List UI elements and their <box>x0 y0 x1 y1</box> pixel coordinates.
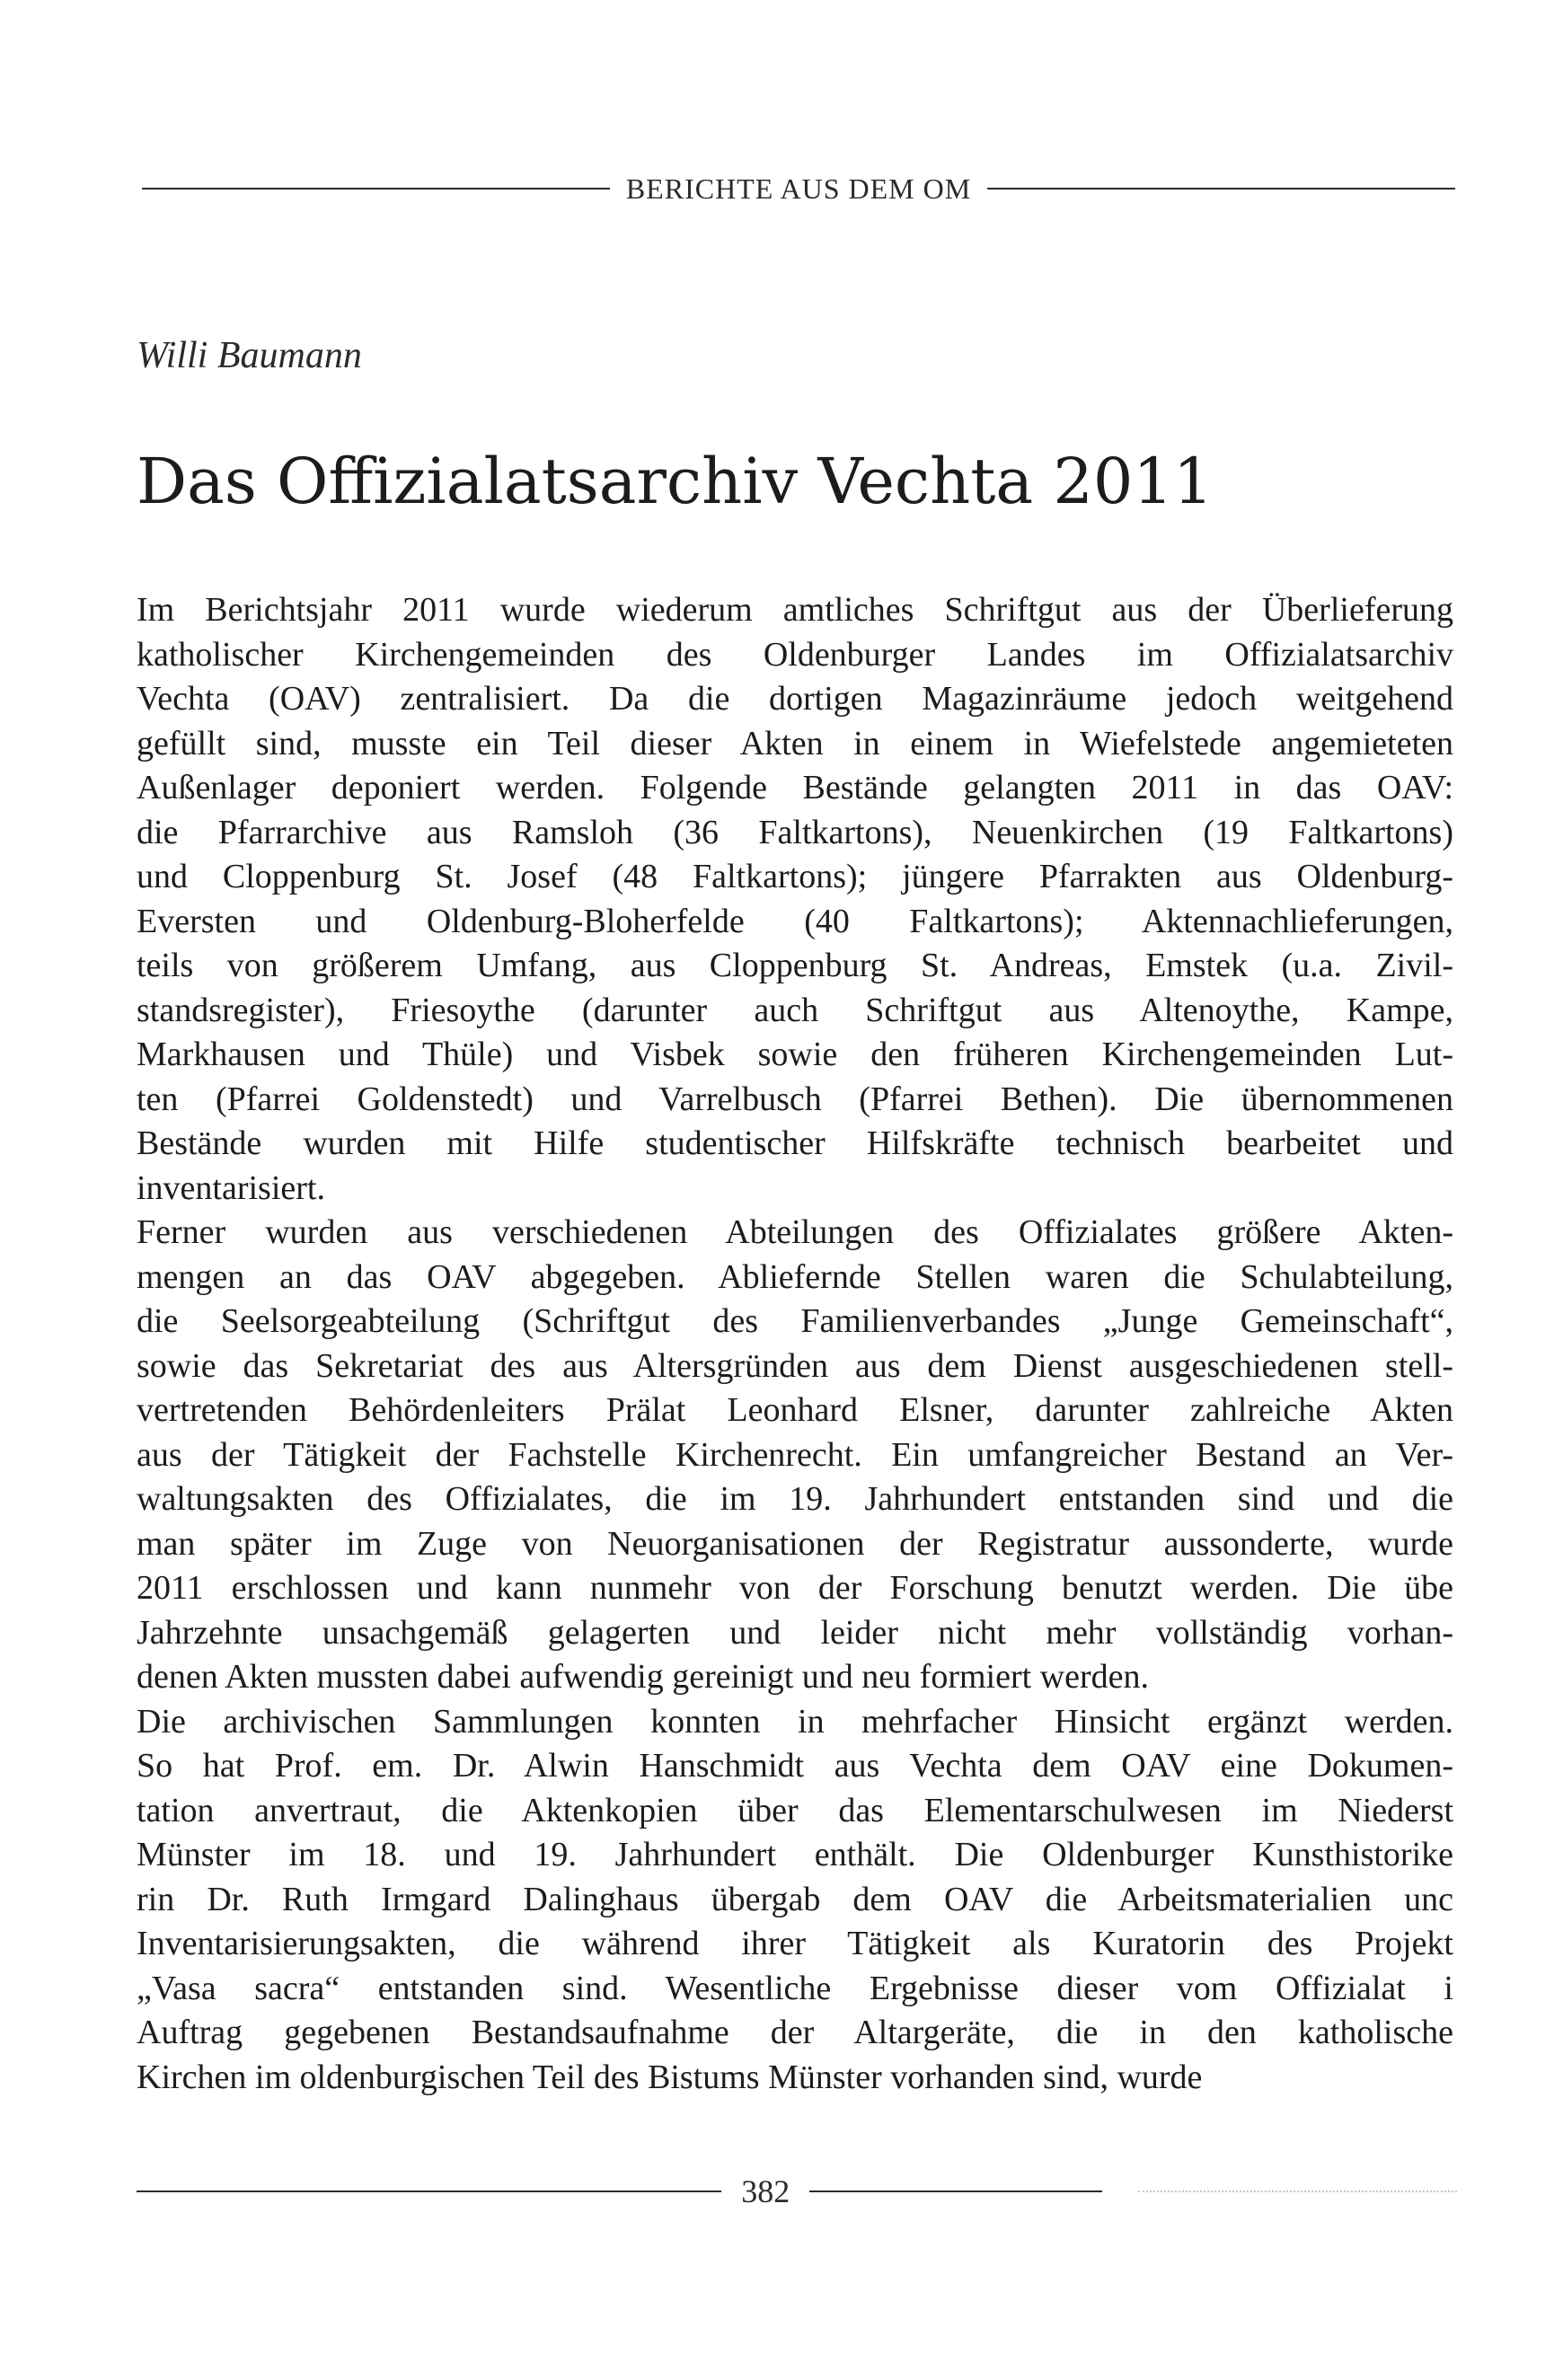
text-line: katholischer Kirchengemeinden des Oldenburger Landes im Offizialatsarchiv <box>137 635 1453 674</box>
text-line: vertretenden Behördenleiters Prälat Leonhard Elsner, darunter zahlreiche Akten <box>137 1391 1453 1429</box>
text-line: „Vasa sacra“ entstanden sind. Wesentliche Ergebnisse dieser vom Offizialat i <box>137 1969 1453 2007</box>
paragraph <box>137 1700 1453 2101</box>
text-line: teils von größerem Umfang, aus Cloppenburg St. Andreas, Emstek (u.a. Zivil- <box>137 947 1453 984</box>
text-line: Jahrzehnte unsachgemäß gelagerten und leider nicht mehr vollständig vorhan- <box>137 1613 1453 1652</box>
text-line: mengen an das OAV abgegeben. Abliefernde Stellen waren die Schulabteilung, <box>137 1257 1453 1296</box>
page-number: 382 <box>741 2173 790 2209</box>
text-line: sowie das Sekretariat des aus Altersgründen aus dem Dienst ausgeschiedenen stell- <box>137 1346 1453 1385</box>
text-line: Bestände wurden mit Hilfe studentischer Hilfskräfte technisch bearbeitet und <box>137 1124 1453 1162</box>
text-line: Eversten und Oldenburg-Bloherfelde (40 Faltkartons); Aktennachlieferungen, <box>137 902 1453 940</box>
article-author: Willi Baumann <box>137 335 362 376</box>
text-line: Außenlager deponiert werden. Folgende Bestände gelangten 2011 in das OAV: <box>137 769 1453 807</box>
text-line: Kirchen im oldenburgischen Teil des Bistums Münster vorhanden sind, wurde <box>137 2058 1203 2096</box>
footer-rule-left <box>137 2190 721 2192</box>
text-line: Auftrag gegebenen Bestandsaufnahme der Altargeräte, die in den katholische <box>137 2014 1453 2051</box>
running-header <box>142 169 1455 208</box>
header-rule-left <box>142 188 610 190</box>
text-line: Inventarisierungsakten, die während ihrer Tätigkeit als Kuratorin des Projekt <box>137 1925 1453 1962</box>
text-line: waltungsakten des Offizialates, die im 19. Jahrhundert entstanden sind und die <box>137 1480 1453 1518</box>
running-header-title: BERICHTE AUS DEM OM <box>625 172 972 205</box>
text-line: aus der Tätigkeit der Fachstelle Kirchenrecht. Ein umfangreicher Bestand an Ver- <box>137 1435 1453 1474</box>
text-line: ten (Pfarrei Goldenstedt) und Varrelbusch (Pfarrei Bethen). Die übernommenen <box>137 1080 1453 1118</box>
text-line: Die archivischen Sammlungen konnten in mehrfacher Hinsicht ergänzt werden. <box>137 1702 1453 1741</box>
text-line: die Pfarrarchive aus Ramsloh (36 Faltkartons), Neuenkirchen (19 Faltkartons) <box>137 813 1453 851</box>
text-line: gefüllt sind, musste ein Teil dieser Akten in einem in Wiefelstede angemieteten <box>137 724 1453 762</box>
paragraph <box>137 588 1453 1211</box>
text-line: Ferner wurden aus verschiedenen Abteilungen des Offizialates größere Akten- <box>137 1213 1453 1251</box>
text-line: denen Akten mussten dabei aufwendig gereinigt und neu formiert werden. <box>137 1658 1149 1696</box>
text-line: Im Berichtsjahr 2011 wurde wiederum amtliches Schriftgut aus der Überlieferung <box>137 591 1453 629</box>
text-line: 2011 erschlossen und kann nunmehr von der Forschung benutzt werden. Die übe <box>137 1569 1453 1607</box>
text-line: und Cloppenburg St. Josef (48 Faltkartons); jüngere Pfarrakten aus Oldenburg- <box>137 858 1453 895</box>
text-line: inventarisiert. <box>137 1168 325 1207</box>
article-title: Das Offizialatsarchiv Vechta 2011 <box>137 445 1214 518</box>
text-line: Vechta (OAV) zentralisiert. Da die dortigen Magazinräume jedoch weitgehend <box>137 680 1453 718</box>
text-line: Markhausen und Thüle) und Visbek sowie den früheren Kirchengemeinden Lut- <box>137 1036 1453 1073</box>
text-line: standsregister), Friesoythe (darunter auch Schriftgut aus Altenoythe, Kampe, <box>137 991 1453 1029</box>
text-line: tation anvertraut, die Aktenkopien über das Elementarschulwesen im Niederst <box>137 1791 1453 1829</box>
text-line: So hat Prof. em. Dr. Alwin Hanschmidt aus Vechta dem OAV eine Dokumen- <box>137 1747 1453 1785</box>
paragraph <box>137 1211 1453 1700</box>
footer-rule-faint <box>1138 2190 1457 2192</box>
text-line: die Seelsorgeabteilung (Schriftgut des Familienverbandes „Junge Gemeinschaft“, <box>137 1302 1453 1340</box>
text-line: man später im Zuge von Neuorganisationen der Registratur aussonderte, wurde <box>137 1524 1453 1563</box>
header-rule-right <box>987 188 1455 190</box>
page-footer <box>137 2172 1457 2211</box>
footer-rule-right <box>809 2190 1102 2192</box>
text-line: rin Dr. Ruth Irmgard Dalinghaus übergab dem OAV die Arbeitsmaterialien unc <box>137 1880 1453 1918</box>
article-body <box>137 588 1453 2100</box>
text-line: Münster im 18. und 19. Jahrhundert enthält. Die Oldenburger Kunsthistorike <box>137 1836 1453 1873</box>
